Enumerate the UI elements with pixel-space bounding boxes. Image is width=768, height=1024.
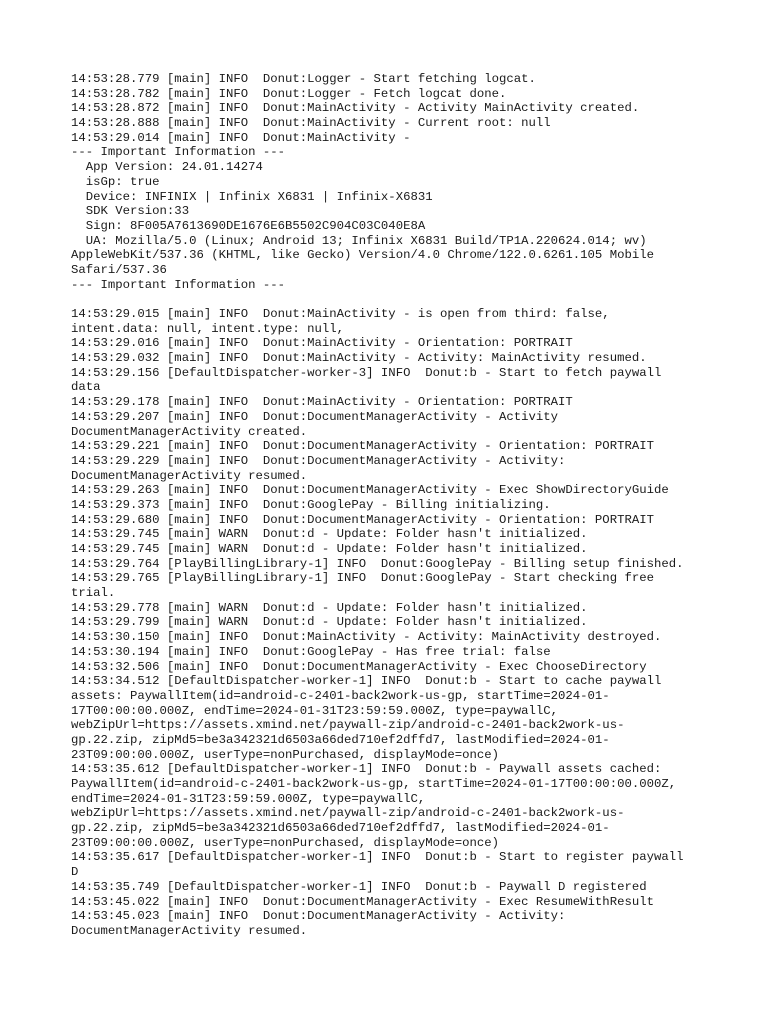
log-line: 14:53:30.150 [main] INFO Donut:MainActivity - Activity: MainActivity destroyed. [71, 630, 662, 645]
log-line: assets: PaywallItem(id=android-c-2401-back2work-us-gp, startTime=2024-01- [71, 688, 610, 703]
log-line: gp.22.zip, zipMd5=be3a342321d6503a66ded710ef2dffd7, lastModified=2024-01- [71, 732, 610, 747]
log-line: Device: INFINIX | Infinix X6831 | Infinix-X6831 [71, 189, 433, 204]
log-line: 14:53:29.799 [main] WARN Donut:d - Update: Folder hasn't initialized. [71, 615, 588, 630]
log-line: DocumentManagerActivity resumed. [71, 468, 308, 483]
log-line: 14:53:34.512 [DefaultDispatcher-worker-1] INFO Donut:b - Start to cache paywall [71, 674, 662, 689]
log-line: 14:53:28.779 [main] INFO Donut:Logger - Start fetching logcat. [71, 72, 536, 86]
log-line: SDK Version:33 [71, 204, 190, 219]
log-line: 14:53:29.745 [main] WARN Donut:d - Update: Folder hasn't initialized. [71, 527, 588, 542]
log-line: 14:53:29.015 [main] INFO Donut:MainActivity - is open from third: false, [71, 307, 610, 321]
log-line: 14:53:30.194 [main] INFO Donut:GooglePay - Has free trial: false [71, 644, 551, 659]
blank-line [71, 292, 701, 307]
log-line: AppleWebKit/537.36 (KHTML, like Gecko) Version/4.0 Chrome/122.0.6261.105 Mobile [71, 248, 654, 263]
log-document [71, 72, 701, 939]
log-line: 14:53:29.778 [main] WARN Donut:d - Update: Folder hasn't initialized. [71, 600, 588, 615]
log-line: 14:53:28.872 [main] INFO Donut:MainActivity - Activity MainActivity created. [71, 101, 640, 116]
log-line: DocumentManagerActivity resumed. [71, 923, 308, 938]
log-line: isGp: true [71, 174, 160, 189]
log-line: 14:53:28.888 [main] INFO Donut:MainActivity - Current root: null [71, 116, 551, 131]
log-line: endTime=2024-01-31T23:59:59.000Z, type=paywallC, [71, 791, 426, 806]
log-line: 14:53:29.221 [main] INFO Donut:DocumentManagerActivity - Orientation: PORTRAIT [71, 439, 654, 454]
log-line: 14:53:29.014 [main] INFO Donut:MainActivity - [71, 130, 411, 145]
log-line: --- Important Information --- [71, 145, 286, 160]
log-line: Sign: 8F005A7613690DE1676E6B5502C904C03C040E8A [71, 218, 426, 233]
log-line: 17T00:00:00.000Z, endTime=2024-01-31T23:59:59.000Z, type=paywallC, [71, 703, 559, 718]
log-line: 14:53:35.749 [DefaultDispatcher-worker-1] INFO Donut:b - Paywall D registered [71, 879, 647, 894]
log-line: 14:53:29.373 [main] INFO Donut:GooglePay - Billing initializing. [71, 497, 551, 512]
log-line: data [71, 380, 101, 395]
log-line: 14:53:35.612 [DefaultDispatcher-worker-1] INFO Donut:b - Paywall assets cached: [71, 762, 662, 777]
log-line: intent.data: null, intent.type: null, [71, 321, 345, 336]
log-line: 14:53:45.023 [main] INFO Donut:DocumentManagerActivity - Activity: [71, 909, 566, 924]
log-line: Safari/537.36 [71, 262, 167, 277]
log-line: 14:53:29.765 [PlayBillingLibrary-1] INFO Donut:GooglePay - Start checking free [71, 571, 654, 586]
log-line: 14:53:35.617 [DefaultDispatcher-worker-1] INFO Donut:b - Start to register paywall [71, 850, 684, 865]
log-line: 23T09:00:00.000Z, userType=nonPurchased, displayMode=once) [71, 747, 500, 762]
log-line: 14:53:29.207 [main] INFO Donut:DocumentManagerActivity - Activity [71, 409, 559, 424]
log-line: 14:53:32.506 [main] INFO Donut:DocumentManagerActivity - Exec ChooseDirectory [71, 659, 647, 674]
log-line: gp.22.zip, zipMd5=be3a342321d6503a66ded710ef2dffd7, lastModified=2024-01- [71, 821, 610, 836]
log-line: trial. [71, 586, 116, 601]
log-line: 14:53:29.032 [main] INFO Donut:MainActivity - Activity: MainActivity resumed. [71, 351, 647, 366]
log-line: 23T09:00:00.000Z, userType=nonPurchased, displayMode=once) [71, 835, 500, 850]
log-line: App Version: 24.01.14274 [71, 160, 263, 175]
log-line: webZipUrl=https://assets.xmind.net/paywall-zip/android-c-2401-back2work-us- [71, 806, 625, 821]
log-line: 14:53:45.022 [main] INFO Donut:DocumentManagerActivity - Exec ResumeWithResult [71, 894, 654, 909]
log-line: 14:53:29.229 [main] INFO Donut:DocumentManagerActivity - Activity: [71, 453, 566, 468]
log-line: 14:53:29.016 [main] INFO Donut:MainActivity - Orientation: PORTRAIT [71, 336, 573, 351]
log-line: PaywallItem(id=android-c-2401-back2work-us-gp, startTime=2024-01-17T00:00:00.000Z, [71, 777, 677, 791]
log-line: UA: Mozilla/5.0 (Linux; Android 13; Infinix X6831 Build/TP1A.220624.014; wv) [71, 233, 647, 248]
log-line: --- Important Information --- [71, 277, 286, 292]
log-line: 14:53:29.680 [main] INFO Donut:DocumentManagerActivity - Orientation: PORTRAIT [71, 512, 654, 527]
log-line: 14:53:29.178 [main] INFO Donut:MainActivity - Orientation: PORTRAIT [71, 395, 573, 410]
log-line: 14:53:29.764 [PlayBillingLibrary-1] INFO Donut:GooglePay - Billing setup finished. [71, 556, 684, 571]
log-line: 14:53:29.156 [DefaultDispatcher-worker-3] INFO Donut:b - Start to fetch paywall [71, 365, 662, 380]
log-line: webZipUrl=https://assets.xmind.net/paywall-zip/android-c-2401-back2work-us- [71, 718, 625, 733]
log-line: D [71, 865, 79, 880]
log-line: 14:53:29.263 [main] INFO Donut:DocumentManagerActivity - Exec ShowDirectoryGuide [71, 483, 669, 498]
log-line: 14:53:28.782 [main] INFO Donut:Logger - Fetch logcat done. [71, 86, 507, 101]
log-line: DocumentManagerActivity created. [71, 424, 308, 439]
log-line: 14:53:29.745 [main] WARN Donut:d - Update: Folder hasn't initialized. [71, 542, 588, 556]
